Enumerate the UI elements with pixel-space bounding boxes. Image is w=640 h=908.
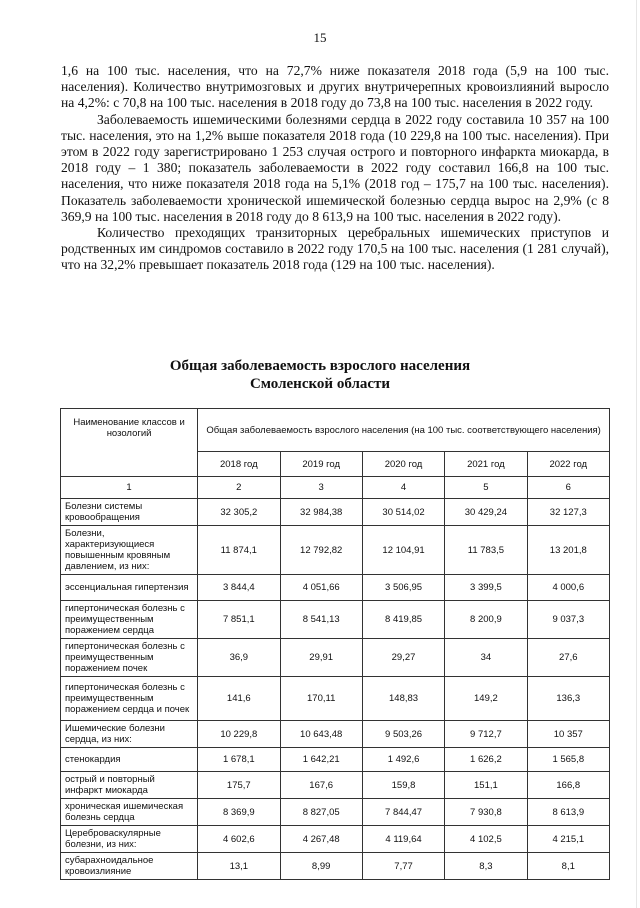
cell-value: 175,7 <box>198 772 280 799</box>
header-group: Общая заболеваемость взрослого населения (на 100 тыс. соответствующего населения) <box>198 409 610 452</box>
cell-value: 7 844,47 <box>362 799 444 826</box>
cell-value: 4 000,6 <box>527 575 609 601</box>
cell-value: 141,6 <box>198 677 280 721</box>
column-number: 3 <box>280 477 362 499</box>
table-row <box>61 526 610 575</box>
page-number: 15 <box>313 30 327 45</box>
table-row <box>61 601 610 639</box>
cell-value: 1 492,6 <box>362 748 444 772</box>
year-header: 2022 год <box>527 452 609 477</box>
cell-value: 13 201,8 <box>527 526 609 575</box>
cell-value: 4 215,1 <box>527 826 609 853</box>
morbidity-table <box>60 408 610 880</box>
cell-value: 1 565,8 <box>527 748 609 772</box>
cell-value: 149,2 <box>445 677 527 721</box>
cell-value: 3 399,5 <box>445 575 527 601</box>
cell-value: 4 051,66 <box>280 575 362 601</box>
cell-value: 32 127,3 <box>527 499 609 526</box>
column-number: 4 <box>362 477 444 499</box>
cell-value: 32 984,38 <box>280 499 362 526</box>
column-number: 6 <box>527 477 609 499</box>
row-name: Ишемические болезни сердца, из них: <box>61 721 198 748</box>
cell-value: 8 541,13 <box>280 601 362 639</box>
cell-value: 12 104,91 <box>362 526 444 575</box>
table-row <box>61 677 610 721</box>
cell-value: 10 357 <box>527 721 609 748</box>
paragraph: Количество преходящих транзиторных церебральных ишемических приступов и родственных им синдромов составило в 2022 году 170,5 на 100 тыс. населения (1 281 случай), что на 32,2% превышает показатель 2018 года (129 на 100 тыс. населения). <box>61 225 609 273</box>
cell-value: 3 844,4 <box>198 575 280 601</box>
cell-value: 11 783,5 <box>445 526 527 575</box>
table-title-line: Смоленской области <box>249 376 391 392</box>
row-name: гипертоническая болезнь с преимущественным поражением почек <box>61 639 198 677</box>
cell-value: 7 930,8 <box>445 799 527 826</box>
row-name: гипертоническая болезнь с преимущественным поражением сердца <box>61 601 198 639</box>
cell-value: 12 792,82 <box>280 526 362 575</box>
cell-value: 3 506,95 <box>362 575 444 601</box>
row-name: гипертоническая болезнь с преимущественным поражением сердца и почек <box>61 677 198 721</box>
table-row <box>61 772 610 799</box>
cell-value: 4 119,64 <box>362 826 444 853</box>
year-header: 2018 год <box>198 452 280 477</box>
cell-value: 4 267,48 <box>280 826 362 853</box>
cell-value: 170,11 <box>280 677 362 721</box>
column-number: 2 <box>198 477 280 499</box>
cell-value: 30 514,02 <box>362 499 444 526</box>
row-name: Цереброваскулярные болезни, из них: <box>61 826 198 853</box>
column-number: 5 <box>445 477 527 499</box>
cell-value: 8 200,9 <box>445 601 527 639</box>
cell-value: 29,27 <box>362 639 444 677</box>
body-text <box>61 63 609 274</box>
cell-value: 1 678,1 <box>198 748 280 772</box>
cell-value: 8,3 <box>445 853 527 880</box>
row-name: Болезни, характеризующиеся повышенным кровяным давлением, из них: <box>61 526 198 575</box>
table-title-line: Общая заболеваемость взрослого населения <box>169 358 471 374</box>
cell-value: 7,77 <box>362 853 444 880</box>
cell-value: 10 643,48 <box>280 721 362 748</box>
row-name: стенокардия <box>61 748 198 772</box>
year-header: 2019 год <box>280 452 362 477</box>
cell-value: 1 642,21 <box>280 748 362 772</box>
table-row <box>61 575 610 601</box>
cell-value: 8 827,05 <box>280 799 362 826</box>
cell-value: 136,3 <box>527 677 609 721</box>
cell-value: 4 602,6 <box>198 826 280 853</box>
table-row <box>61 826 610 853</box>
cell-value: 167,6 <box>280 772 362 799</box>
cell-value: 166,8 <box>527 772 609 799</box>
cell-value: 34 <box>445 639 527 677</box>
row-name: Болезни системы кровообращения <box>61 499 198 526</box>
cell-value: 148,83 <box>362 677 444 721</box>
table-row <box>61 748 610 772</box>
table-row <box>61 639 610 677</box>
cell-value: 1 626,2 <box>445 748 527 772</box>
year-header: 2021 год <box>445 452 527 477</box>
table-row <box>61 853 610 880</box>
cell-value: 159,8 <box>362 772 444 799</box>
table-title <box>0 357 640 393</box>
cell-value: 151,1 <box>445 772 527 799</box>
cell-value: 8 613,9 <box>527 799 609 826</box>
cell-value: 29,91 <box>280 639 362 677</box>
year-header: 2020 год <box>362 452 444 477</box>
cell-value: 9 037,3 <box>527 601 609 639</box>
cell-value: 7 851,1 <box>198 601 280 639</box>
scan-edge <box>636 0 637 908</box>
cell-value: 36,9 <box>198 639 280 677</box>
table-row <box>61 721 610 748</box>
table-row <box>61 799 610 826</box>
row-name: хроническая ишемическая болезнь сердца <box>61 799 198 826</box>
column-number: 1 <box>61 477 198 499</box>
cell-value: 8 419,85 <box>362 601 444 639</box>
row-name: эссенциальная гипертензия <box>61 575 198 601</box>
cell-value: 8 369,9 <box>198 799 280 826</box>
cell-value: 11 874,1 <box>198 526 280 575</box>
cell-value: 4 102,5 <box>445 826 527 853</box>
header-name: Наименование классов и нозологий <box>61 409 198 477</box>
cell-value: 13,1 <box>198 853 280 880</box>
cell-value: 9 503,26 <box>362 721 444 748</box>
cell-value: 30 429,24 <box>445 499 527 526</box>
cell-value: 27,6 <box>527 639 609 677</box>
cell-value: 32 305,2 <box>198 499 280 526</box>
cell-value: 8,1 <box>527 853 609 880</box>
row-name: субарахноидальное кровоизлияние <box>61 853 198 880</box>
cell-value: 8,99 <box>280 853 362 880</box>
row-name: острый и повторный инфаркт миокарда <box>61 772 198 799</box>
cell-value: 9 712,7 <box>445 721 527 748</box>
paragraph: Заболеваемость ишемическими болезнями сердца в 2022 году составила 10 357 на 100 тыс. населения, это на 1,2% выше показателя 2018 года (10 229,8 на 100 тыс. населения). При этом в 2022 году зарегистрировано 1 253 случая острого и повторного инфаркта миокарда, в 2018 году – 1 380; показатель заболеваемости в 2022 году составил 166,8 на 100 тыс. населения, что ниже показателя 2018 года на 5,1% (2018 год – 175,7 на 100 тыс. населения). Показатель заболеваемости хронической ишемической болезнью сердца вырос на 2,9% (с 8 369,9 на 100 тыс. населения в 2018 году до 8 613,9 на 100 тыс. населения в 2022 году). <box>61 111 609 224</box>
paragraph: 1,6 на 100 тыс. населения, что на 72,7% ниже показателя 2018 года (5,9 на 100 тыс. населения). Количество внутримозговых и других внутричерепных кровоизлияний выросло на 4,2%: с 70,8 на 100 тыс. населения в 2018 году до 73,8 на 100 тыс. населения в 2022 году. <box>61 63 609 111</box>
cell-value: 10 229,8 <box>198 721 280 748</box>
table-row <box>61 499 610 526</box>
